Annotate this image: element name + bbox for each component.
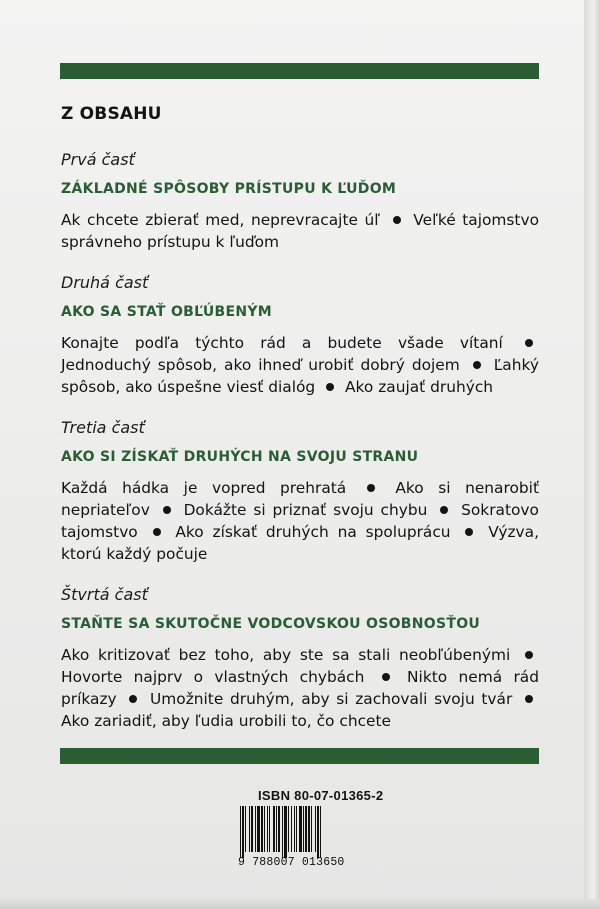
barcode-bar (264, 806, 265, 852)
barcode-bar (291, 806, 292, 852)
part-label: Tretia časť (61, 418, 145, 437)
barcode-bar (308, 806, 310, 852)
topic-item: Ako si nenarobiť nepriateľov (61, 479, 539, 519)
barcode-bar (267, 806, 268, 852)
barcode-bar (273, 806, 275, 852)
barcode-bar (311, 806, 312, 852)
bullet-separator (382, 673, 390, 681)
barcode-bar (245, 806, 246, 852)
bullet-separator (163, 506, 171, 514)
bullet-separator (129, 695, 137, 703)
part-title: ZÁKLADNÉ SPÔSOBY PRÍSTUPU K ĽUĎOM (61, 181, 397, 197)
topic-item: Ako zariadiť, aby ľudia urobili to, čo chcete (61, 712, 392, 730)
bullet-separator (440, 506, 448, 514)
bottom-green-band (60, 748, 539, 764)
topic-item: Hovorte najprv o vlastných chybách (61, 668, 365, 686)
barcode-bar (288, 806, 289, 852)
part-topics (61, 332, 539, 398)
topic-item: Ako zaujať druhých (345, 378, 494, 396)
part-topics (61, 644, 539, 732)
barcode-bar (240, 806, 241, 858)
topic-item: Veľké tajomstvo správneho prístupu k ľuďom (61, 211, 539, 251)
topic-item: Ak chcete zbierať med, neprevracajte úľ (61, 211, 381, 229)
topic-item: Ľahký spôsob, ako úspešne viesť dialóg (61, 356, 539, 396)
barcode-bar (284, 806, 287, 858)
topic-item: Každá hádka je vopred prehratá (61, 479, 347, 497)
top-green-band (60, 63, 539, 79)
part-topics (61, 477, 539, 565)
bullet-separator (525, 651, 533, 659)
part-title: AKO SA STAŤ OBĽÚBENÝM (61, 304, 273, 320)
part-title: AKO SI ZÍSKAŤ DRUHÝCH NA SVOJU STRANU (61, 449, 419, 465)
cover-spine-edge (584, 0, 600, 909)
barcode-bar (294, 806, 295, 852)
bullet-separator (525, 339, 533, 347)
barcode-bar (269, 806, 270, 852)
topic-item: Umožnite druhým, aby si zachovali svoju tvár (150, 690, 513, 708)
barcode-bar (296, 806, 297, 852)
barcode-bar (317, 806, 319, 858)
cover-bottom-edge (0, 899, 600, 909)
barcode-bar (299, 806, 302, 852)
topic-item: Nikto nemá rád príkazy (61, 668, 539, 708)
part-label: Druhá časť (61, 273, 149, 292)
bullet-separator (153, 528, 161, 536)
part-label: Prvá časť (61, 150, 135, 169)
isbn-label: ISBN 80-07-01365-2 (258, 788, 384, 803)
topic-item: Jednoduchý spôsob, ako ihneď urobiť dobrý dojem (61, 356, 460, 374)
part-label: Štvrtá časť (61, 585, 148, 604)
part-topics (61, 209, 539, 253)
part-title: STAŇTE SA SKUTOČNE VODCOVSKOU OSOBNOSŤOU (61, 616, 481, 632)
barcode-bar (305, 806, 307, 852)
topic-item: Konajte podľa týchto rád a budete všade vítaní (61, 334, 503, 352)
topic-item: Dokážte si priznať svoju chybu (183, 501, 428, 519)
barcode-bar (242, 806, 244, 858)
barcode-bar (261, 806, 263, 852)
bullet-separator (465, 528, 473, 536)
barcode-bar (276, 806, 277, 852)
part-section (61, 585, 539, 732)
bullet-separator (473, 361, 481, 369)
topic-item: Ako kritizovať bez toho, aby ste sa stali neobľúbenými (61, 646, 511, 664)
barcode-bar (303, 806, 304, 852)
bullet-separator (367, 484, 375, 492)
bullet-separator (326, 383, 334, 391)
bullet-separator (393, 216, 401, 224)
part-section (61, 150, 539, 253)
barcode-bars (236, 806, 364, 858)
barcode-bar (320, 806, 321, 858)
contents-heading: Z OBSAHU (61, 104, 162, 124)
part-section (61, 273, 539, 398)
barcode-bar (249, 806, 250, 852)
topic-item: Ako získať druhých na spoluprácu (175, 523, 451, 541)
barcode-bar (251, 806, 253, 852)
part-section (61, 418, 539, 565)
barcode-bar (315, 806, 316, 852)
bullet-separator (525, 695, 533, 703)
barcode-bar (257, 806, 260, 852)
barcode-bar (278, 806, 280, 852)
topic-item: Sokratovo tajomstvo (61, 501, 539, 541)
topic-item: Výzva, ktorú každý počuje (61, 523, 539, 563)
contents-list (61, 150, 539, 752)
barcode-bar (282, 806, 283, 858)
barcode-bar (255, 806, 256, 852)
barcode-digits: 9 788007 013650 (238, 856, 345, 869)
